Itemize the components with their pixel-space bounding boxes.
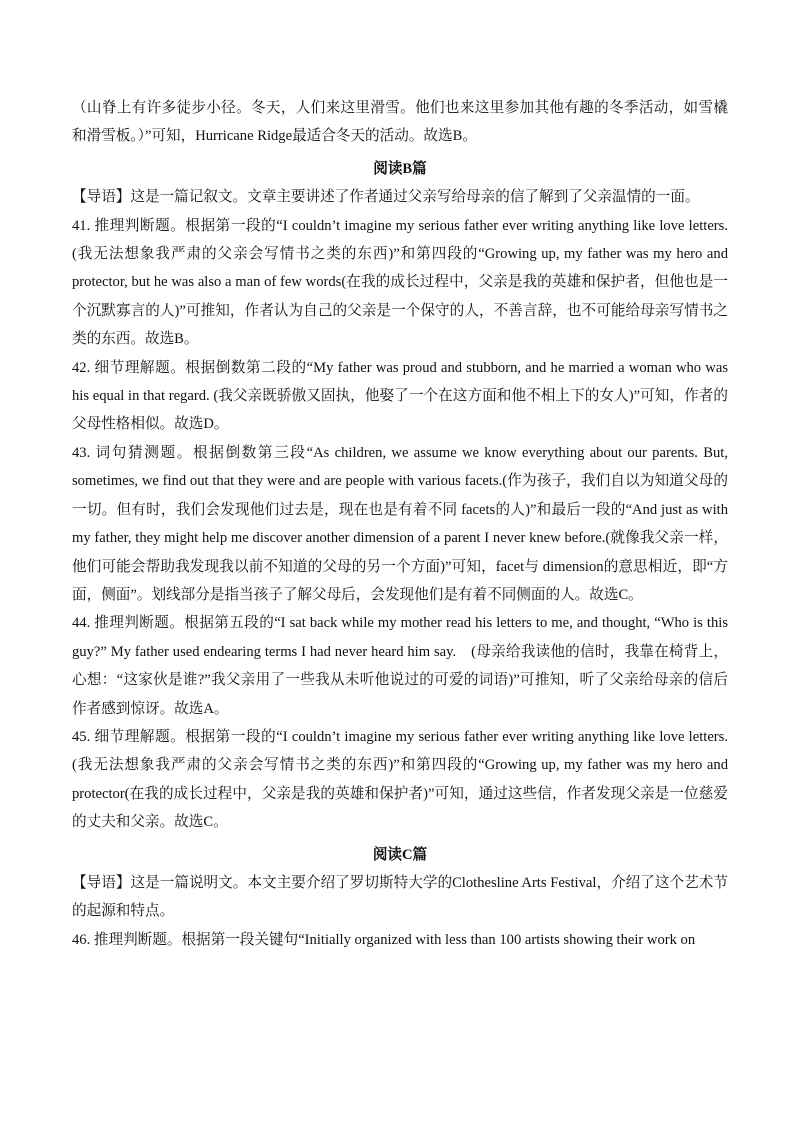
section-heading-reading-c: 阅读C篇 <box>372 846 428 863</box>
answer-44: 44. 推理判断题。根据第五段的“I sat back while my mother read his letters to me, and thought, “Who is this guy?” My father used endearing terms I had never heard him say. (母亲给我读他的信时，我靠在椅背上，心想：“这家伙是谁?”我父亲用了一些我从未听他说过的可爱的词语)”可推知，听了父亲给母亲的信后作者感到惊讶。故选A。 <box>72 615 728 717</box>
answer-43: 43. 词句猜测题。根据倒数第三段“As children, we assume we know everything about our parents. But, sometimes, we find out that they were and are people with various facets.(作为孩子，我们自以为知道父母的一切。但有时，我们会发现他们过去是，现在也是有着不同 facets的人)”和最后一段的“And just as with my father, they might help me discover another dimension of a parent I never knew before.(就像我父亲一样，他们可能会帮助我发现我以前不知道的父母的另一个方面)”可知，facet与 dimension的意思相近，即“方面，侧面”。划线部分是指当孩子了解父母后，会发现他们是有着不同侧面的人。故选C。 <box>72 444 728 603</box>
answer-45: 45. 细节理解题。根据第一段的“I couldn’t imagine my serious father ever writing anything like love letters.(我无法想象我严肃的父亲会写情书之类的东西)”和第四段的“Growing up, my father was my hero and protector(在我的成长过程中，父亲是我的英雄和保护者)”可知，通过这些信，作者发现父亲是一位慈爱的丈夫和父亲。故选C。 <box>72 728 728 831</box>
section-heading-reading-b: 阅读B篇 <box>373 160 427 177</box>
intro-reading-b: 【导语】这是一篇记叙文。文章主要讲述了作者通过父亲写给母亲的信了解到了父亲温情的一面。 <box>72 189 700 206</box>
intro-reading-c: 【导语】这是一篇说明文。本文主要介绍了罗切斯特大学的Clothesline Arts Festival，介绍了这个艺术节的起源和特点。 <box>72 874 728 920</box>
document-body <box>72 94 728 954</box>
answer-46: 46. 推理判断题。根据第一段关键句“Initially organized with less than 100 artists showing their work on <box>72 931 696 948</box>
answer-41: 41. 推理判断题。根据第一段的“I couldn’t imagine my serious father ever writing anything like love letters.(我无法想象我严肃的父亲会写情书之类的东西)”和第四段的“Growing up, my father was my hero and protector, but he was also a man of few words(在我的成长过程中，父亲是我的英雄和保护者，但他也是一个沉默寡言的人)”可推知，作者认为自己的父亲是一个保守的人，不善言辞，也不可能给母亲写情书之类的东西。故选B。 <box>72 217 728 348</box>
continuation-paragraph: （山脊上有许多徒步小径。冬天，人们来这里滑雪。他们也来这里参加其他有趣的冬季活动，如雪橇和滑雪板。）”可知，Hurricane Ridge最适合冬天的活动。故选B。 <box>72 100 728 145</box>
answer-42: 42. 细节理解题。根据倒数第二段的“My father was proud and stubborn, and he married a woman who was his equal in that regard. (我父亲既骄傲又固执，他娶了一个在这方面和他不相上下的女人)”可知，作者的父母性格相似。故选D。 <box>72 359 728 433</box>
